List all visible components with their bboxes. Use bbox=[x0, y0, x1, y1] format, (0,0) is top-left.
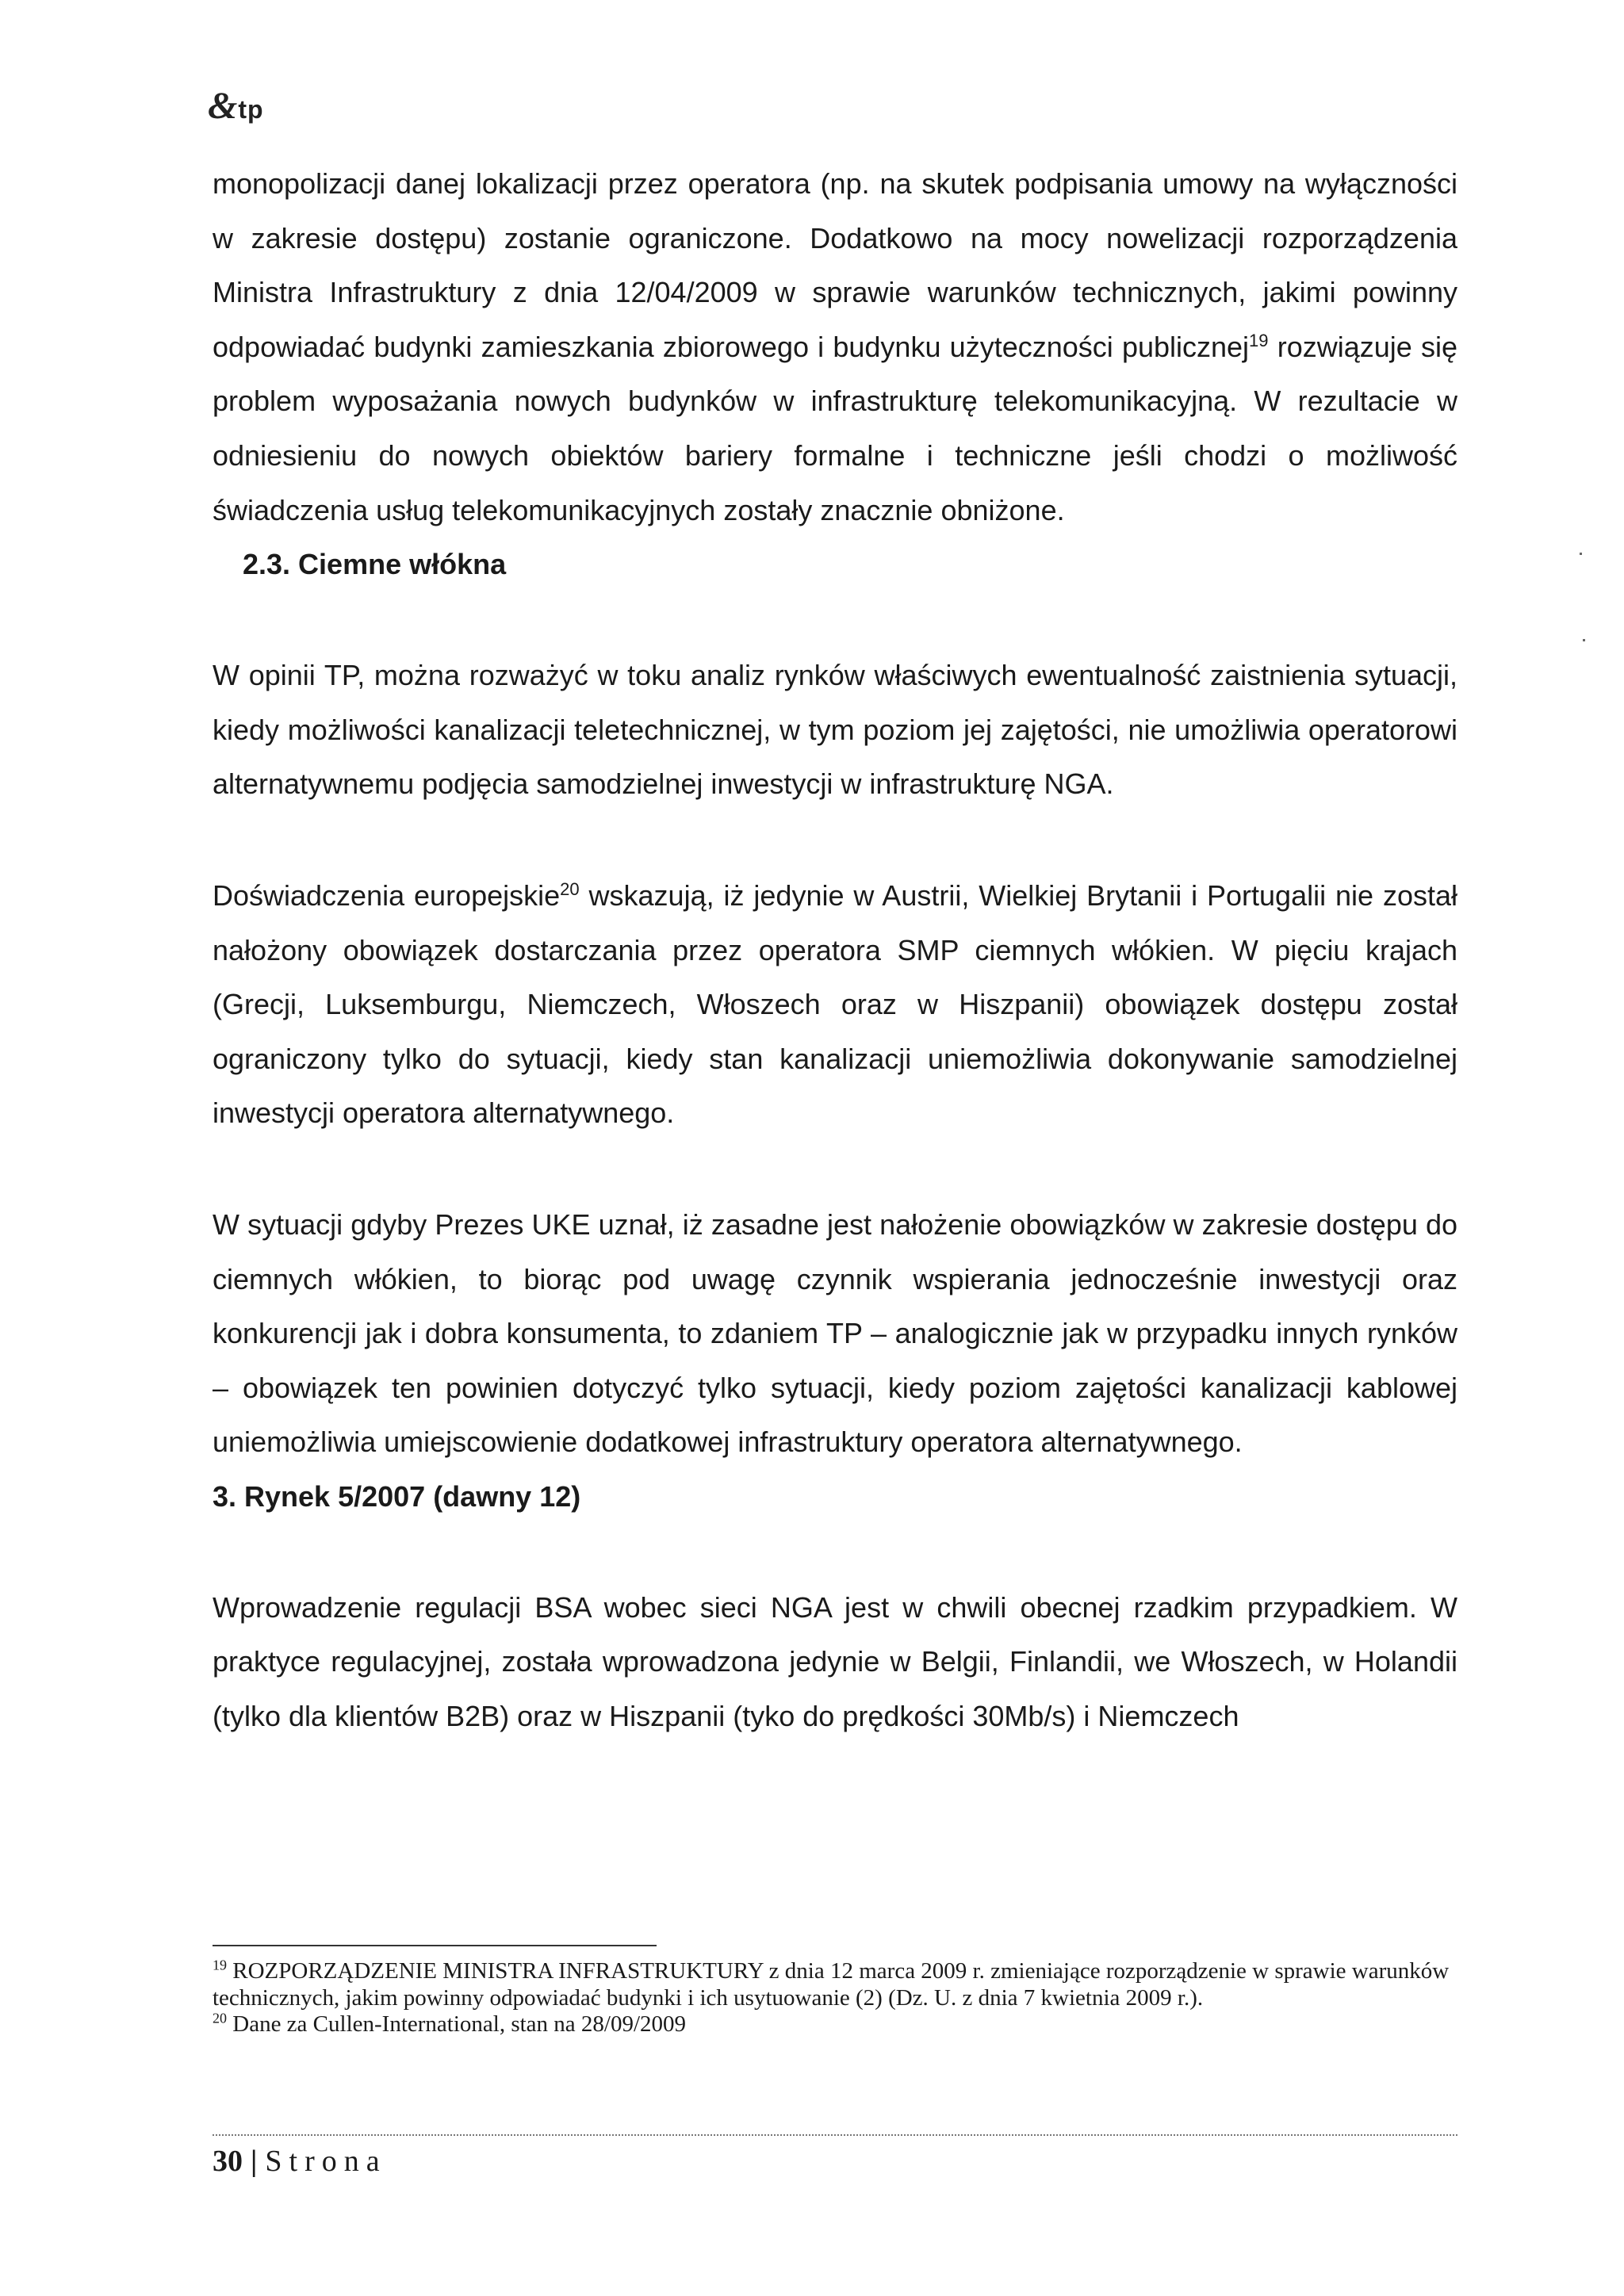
footnote-divider bbox=[213, 1945, 657, 1946]
paragraph-european-experience-start: Doświadczenia europejskie bbox=[213, 878, 561, 912]
footnote-20-text: Dane za Cullen-International, stan na 28/09/2009 bbox=[227, 2011, 687, 2037]
paragraph-intro bbox=[213, 157, 1457, 538]
page-footer bbox=[213, 2142, 387, 2180]
footnote-ref-20[interactable]: 20 bbox=[560, 878, 580, 899]
footnote-19-number: 19 bbox=[213, 1957, 227, 1973]
footnotes bbox=[213, 1958, 1457, 2038]
section-heading-3: 3. Rynek 5/2007 (dawny 12) bbox=[213, 1479, 581, 1513]
paragraph-european-experience-rest: wskazują, iż jedynie w Austrii, Wielkiej Brytanii i Portugalii nie został nałożony obowiązek dostarczania przez operatora SMP ciemnych włókien. W pięciu krajach (Grecji, Luksemburgu, Niemczech, Włoszech oraz w Hiszpanii) obowiązek dostępu został ograniczony tylko do sytuacji, kiedy stan kanalizacji uniemożliwia dokonywanie samodzielnej inwestycji operatora alternatywnego. bbox=[213, 878, 1457, 1130]
section-heading-2-3: 2.3. Ciemne włókna bbox=[243, 548, 507, 581]
paragraph-intro-rest: rozwiązuje się problem wyposażania nowych budynków w infrastrukturę telekomunikacyjną. W rezultacie w odniesieniu do nowych obiektów bariery formalne i techniczne jeśli chodzi o możliwość świadczenia usług telekomunikacyjnych zostały znacznie obniżone. bbox=[213, 330, 1457, 526]
logo-tp-text: tp bbox=[238, 95, 264, 124]
footer-separator: | bbox=[251, 2145, 258, 2178]
logo-ampersand: & bbox=[208, 85, 239, 127]
footnote-19 bbox=[213, 1958, 1457, 2011]
page-label: Strona bbox=[265, 2145, 387, 2178]
footnote-20 bbox=[213, 2011, 1457, 2038]
paragraph-bsa-regulation: Wprowadzenie regulacji BSA wobec sieci NGA jest w chwili obecnej rzadkim przypadkiem. W praktyce regulacyjnej, została wprowadzona jedynie w Belgii, Finlandii, we Włoszech, w Holandii (tylko dla klientów B2B) oraz w Hiszpanii (tyko do prędkości 30Mb/s) i Niemczech bbox=[213, 1590, 1457, 1733]
footnote-20-number: 20 bbox=[213, 2010, 227, 2026]
footnote-19-text: ROZPORZĄDZENIE MINISTRA INFRASTRUKTURY z dnia 12 marca 2009 r. zmieniające rozporządzenie w sprawie warunków technicznych, jakim powinny odpowiadać budynki i ich usytuowanie (2) (Dz. U. z dnia 7 kwietnia 2009 r.). bbox=[213, 1958, 1450, 2011]
footnote-ref-19[interactable]: 19 bbox=[1249, 330, 1269, 350]
page-number: 30 bbox=[213, 2145, 243, 2178]
tp-logo bbox=[208, 84, 264, 128]
scan-speck bbox=[1580, 553, 1582, 555]
paragraph-uke-obligations: W sytuacji gdyby Prezes UKE uznał, iż zasadne jest nałożenie obowiązków w zakresie dostępu do ciemnych włókien, to biorąc pod uwagę czynnik wspierania jednocześnie inwestycji oraz konkurencji jak i dobra konsumenta, to zdaniem TP – analogicznie jak w przypadku innych rynków – obowiązek ten powinien dotyczyć tylko sytuacji, kiedy poziom zajętości kanalizacji kablowej uniemożliwia umiejscowienie dodatkowej infrastruktury operatora alternatywnego. bbox=[213, 1207, 1457, 1459]
footer-divider bbox=[213, 2134, 1457, 2136]
paragraph-european-experience bbox=[213, 869, 1457, 1141]
page-body bbox=[213, 157, 1457, 1744]
scan-speck bbox=[1583, 639, 1585, 641]
paragraph-intro-text: monopolizacji danej lokalizacji przez operatora (np. na skutek podpisania umowy na wyłączności w zakresie dostępu) zostanie ograniczone. Dodatkowo na mocy nowelizacji rozporządzenia Ministra Infrastruktury z dnia 12/04/2009 w sprawie warunków technicznych, jakimi powinny odpowiadać budynki zamieszkania zbiorowego i budynku użyteczności publicznej bbox=[213, 167, 1457, 363]
paragraph-dark-fiber-opinion: W opinii TP, można rozważyć w toku analiz rynków właściwych ewentualność zaistnienia sytuacji, kiedy możliwości kanalizacji teletechnicznej, w tym poziom jej zajętości, nie umożliwia operatorowi alternatywnemu podjęcia samodzielnej inwestycji w infrastrukturę NGA. bbox=[213, 659, 1457, 801]
